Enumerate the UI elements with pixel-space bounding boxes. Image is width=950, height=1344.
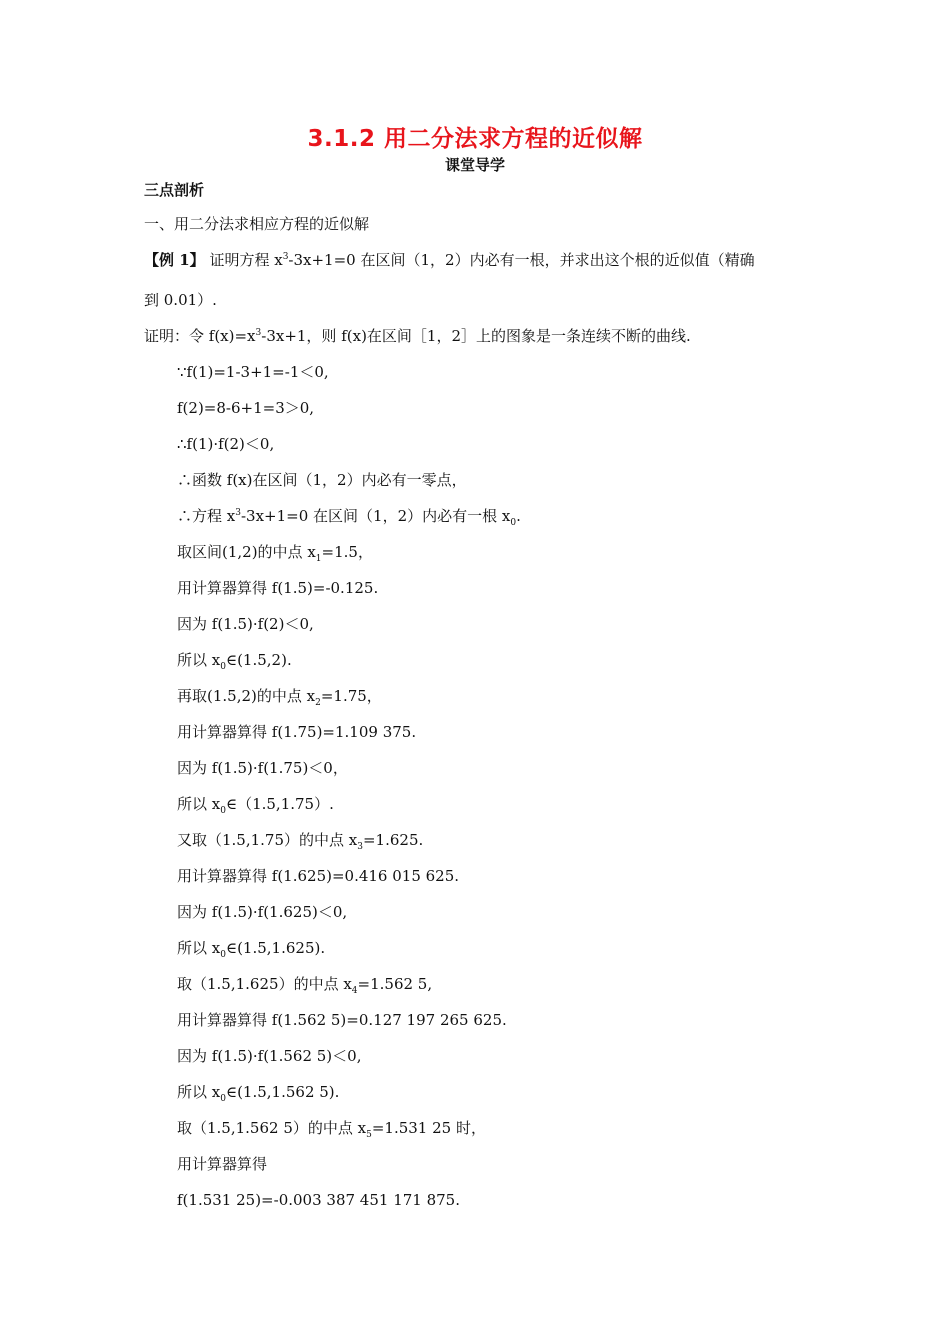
proof-step: ∴函数 f(x)在区间（1，2）内必有一零点， bbox=[177, 471, 467, 489]
proof-step: 因为 f(1.5)·f(1.562 5)＜0, bbox=[177, 1047, 362, 1065]
proof-step: 所以 $x_0\in(1.5,2)$. bbox=[177, 651, 292, 672]
proof-step: 再取(1.5,2)的中点 $x_2=1.75$， bbox=[177, 687, 382, 708]
proof-step: 因为 f(1.5)·f(1.75)＜0， bbox=[177, 759, 348, 777]
proof-step: 用计算器算得 f(1.625)=0.416 015 625. bbox=[177, 867, 460, 885]
proof-step: 用计算器算得 bbox=[177, 1155, 268, 1173]
proof-step: f(1.531 25)=-0.003 387 451 171 875. bbox=[177, 1191, 460, 1209]
proof-step: 用计算器算得 f(1.5)=-0.125. bbox=[177, 579, 379, 597]
proof-step: 取（1.5,1.625）的中点 $x_4=1.562$ 5, bbox=[177, 975, 433, 996]
proof-step: ∵f(1)=1-3+1=-1＜0, bbox=[177, 363, 329, 381]
proof-step: 因为 f(1.5)·f(1.625)＜0, bbox=[177, 903, 348, 921]
subsection-heading: 一、用二分法求相应方程的近似解 bbox=[144, 215, 370, 233]
proof-step: ∴f(1)·f(2)＜0, bbox=[177, 435, 275, 453]
section-heading: 三点剖析 bbox=[144, 181, 205, 199]
proof-step: 用计算器算得 f(1.75)=1.109 375. bbox=[177, 723, 417, 741]
proof-step: 又取（1.5,1.75）的中点 $x_3=1.625$. bbox=[177, 831, 424, 852]
document-title: 3.1.2 用二分法求方程的近似解 bbox=[307, 126, 643, 152]
proof-step: 用计算器算得 f(1.562 5)=0.127 197 265 625. bbox=[177, 1011, 507, 1029]
proof-step: 所以 $x_0\in(1.5,1.625)$. bbox=[177, 939, 326, 960]
proof-step: 所以 $x_0\in(1.5,1.75)$. bbox=[177, 795, 334, 816]
proof-step: 取区间(1,2)的中点 $x_1=1.5$， bbox=[177, 543, 373, 564]
proof-intro: 证明：令 $f(x)=x^3-3x+1$，则 f(x)在区间［1，2］上的图象是一条连续不断的曲线. bbox=[144, 327, 691, 345]
example-tag: 【例 1】 bbox=[144, 251, 205, 269]
proof-step: ∴方程 $x^3-3x+1=0$ 在区间（1，2）内必有一根 $x_0$. bbox=[177, 507, 521, 528]
document-subtitle: 课堂导学 bbox=[444, 156, 505, 174]
example-line-2: 到 0.01）. bbox=[144, 291, 217, 309]
proof-step: f(2)=8-6+1=3＞0, bbox=[177, 399, 315, 417]
proof-step: 取（1.5,1.562 5）的中点 $x_5=1.531$ 25 时， bbox=[177, 1119, 486, 1140]
example-line-1: 【例 1】 证明方程 $x^3-3x+1=0$ 在区间（1，2）内必有一根，并求出这个根的近似值（精确 bbox=[144, 251, 755, 269]
proof-step: 所以 $x_0\in(1.5,1.562$ 5). bbox=[177, 1083, 340, 1104]
proof-step: 因为 f(1.5)·f(2)＜0, bbox=[177, 615, 314, 633]
